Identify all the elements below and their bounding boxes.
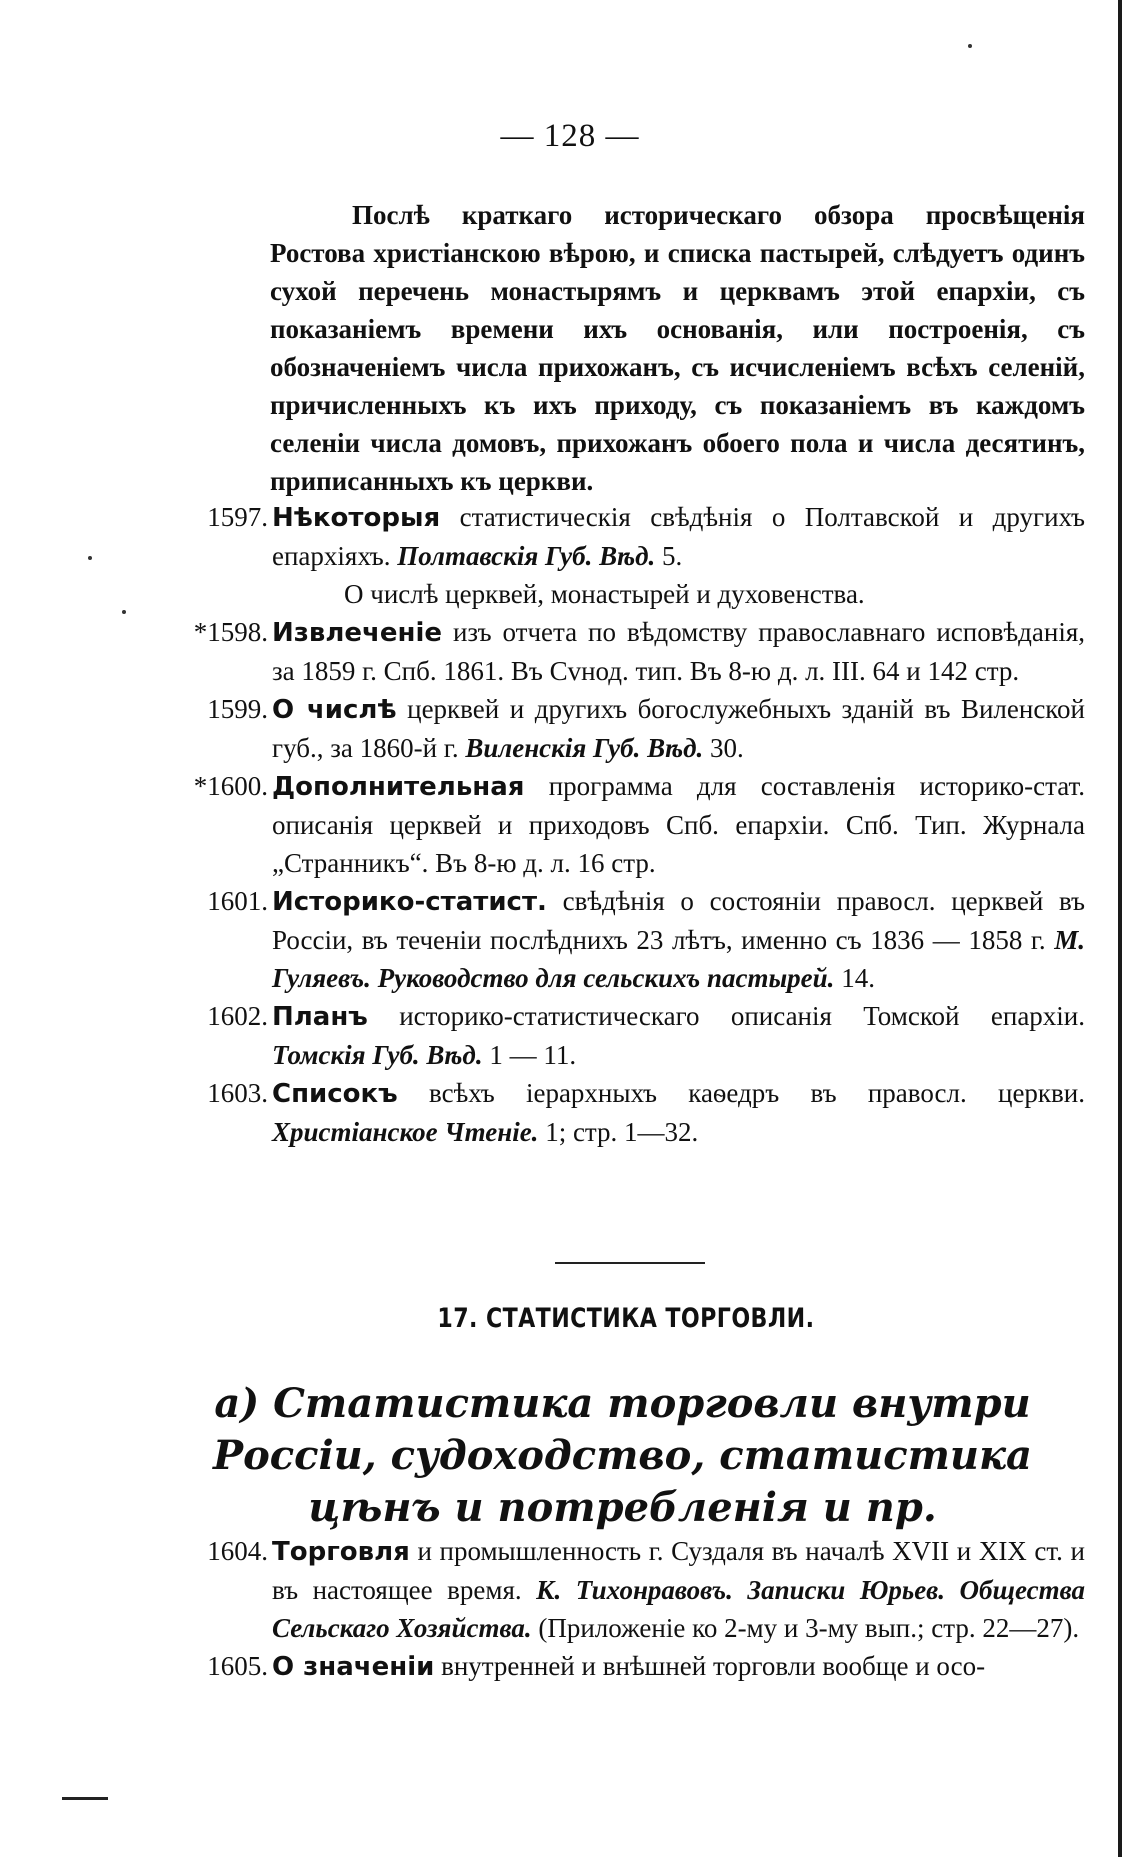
entry-heading: Списокъ (272, 1079, 398, 1109)
entry-number: 1604. (207, 1536, 268, 1566)
entry-1603 (150, 1074, 1085, 1151)
entry-tail: 30. (703, 733, 744, 763)
entry-heading: Планъ (272, 1002, 368, 1032)
entry-1597 (150, 498, 1085, 613)
entry-text: свѣдѣнія о состояніи правосл. церквей въ Россіи, въ теченіи послѣднихъ 23 лѣтъ, именно съ 1836 — 1858 г. (272, 886, 1085, 955)
entry-tail: 1 — 11. (482, 1040, 577, 1070)
entry-text: всѣхъ іерархныхъ каѳедръ въ правосл. церкви. (397, 1078, 1085, 1108)
entry-1604 (150, 1532, 1085, 1647)
speck (122, 610, 126, 614)
entry-text: церквей и другихъ богослужебныхъ зданій въ Виленской губ., за 1860-й г. (272, 694, 1085, 763)
entry-number: 1601. (207, 886, 268, 916)
entry-tail: 14. (834, 963, 875, 993)
entry-text: программа для составленія историко-стат. описанія церквей и приходовъ Спб. епархіи. Спб. Тип. Журнала „Странникъ“. Въ 8-ю д. л. 16 стр. (272, 771, 1085, 878)
entry-number: 1597. (207, 502, 268, 532)
entry-heading: Нѣкоторыя (272, 503, 441, 533)
page-number: — 128 — (500, 118, 640, 154)
entry-heading: О значеніи (272, 1652, 435, 1682)
entry-source: Виленскія Губ. Вѣд. (465, 733, 704, 763)
entries-list (150, 498, 1085, 1151)
entry-heading: Историко-статист. (272, 887, 547, 917)
entries-list-trade (150, 1532, 1085, 1686)
entry-text: историко-статистическаго описанія Томской епархіи. (367, 1001, 1085, 1031)
entry-1601 (150, 882, 1085, 997)
entry-number: 1603. (207, 1078, 268, 1108)
entry-subnote: О числѣ церквей, монастырей и духовенства. (344, 579, 865, 609)
margin-mark (62, 1797, 108, 1800)
entry-text: и промышленность г. Суздаля въ началѣ XVII и XIX ст. и въ настоящее время. (272, 1536, 1085, 1605)
entry-number: *1600. (193, 771, 268, 801)
section-divider (555, 1262, 705, 1264)
entry-tail: 5. (655, 541, 683, 571)
entry-1599 (150, 690, 1085, 767)
entry-source: К. Тихонравовъ. Записки Юрьев. Общества Сельскаго Хозяйства. (272, 1575, 1085, 1643)
speck (88, 556, 92, 560)
entry-heading: Дополнительная (272, 772, 525, 802)
entry-number: *1598. (193, 617, 268, 647)
entry-1605 (150, 1647, 1085, 1686)
entry-number: 1605. (207, 1651, 268, 1681)
entry-1600 (150, 767, 1085, 882)
entry-number: 1599. (207, 694, 268, 724)
entry-source: Полтавскія Губ. Вѣд. (397, 541, 656, 571)
entry-source: Томскія Губ. Вѣд. (272, 1040, 483, 1070)
entry-text: внутренней и внѣшней торговли вообще и осо- (434, 1651, 986, 1681)
entry-text: изъ отчета по вѣдомству православнаго исповѣданія, за 1859 г. Спб. 1861. Въ Сvнод. тип. Въ 8-ю д. л. III. 64 и 142 стр. (272, 617, 1085, 686)
intro-paragraph: Послѣ краткаго историческаго обзора просвѣщенія Ростова христіанскою вѣрою, и списка пастырей, слѣдуетъ одинъ сухой перечень монастырямъ и церквамъ этой епархіи, съ показаніемъ времени ихъ основанія, или построенія, съ обозначеніемъ числа прихожанъ, съ исчисленіемъ всѣхъ селеній, причисленныхъ къ ихъ приходу, съ показаніемъ въ каждомъ селеніи числа домовъ, прихожанъ обоего пола и числа десятинъ, приписанныхъ къ церкви. (270, 200, 1085, 496)
entry-heading: Торговля (272, 1537, 410, 1567)
entry-1602 (150, 997, 1085, 1074)
page-edge-rule (1118, 0, 1122, 1857)
entry-tail: (Приложеніе ко 2-му и 3-му вып.; стр. 22—27). (531, 1613, 1080, 1643)
subsection-title: а) Статистика торговли внутри Россіи, судоходство, статистика цѣнъ и потребленія и пр. (213, 1380, 1032, 1531)
section-title: 17. СТАТИСТИКА ТОРГОВЛИ. (437, 1303, 815, 1334)
entry-text: статистическія свѣдѣнія о Полтавской и другихъ епархіяхъ. (272, 502, 1085, 571)
entry-tail: 1; стр. 1—32. (538, 1117, 699, 1147)
entry-heading: О числѣ (272, 695, 397, 725)
entry-source: М. Гуляевъ. Руководство для сельскихъ пастырей. (272, 925, 1085, 993)
entry-number: 1602. (207, 1001, 268, 1031)
entry-source: Христіанское Чтеніе. (272, 1117, 539, 1147)
entry-1598 (150, 613, 1085, 690)
entry-heading: Извлеченіе (272, 618, 442, 648)
speck (968, 44, 972, 48)
